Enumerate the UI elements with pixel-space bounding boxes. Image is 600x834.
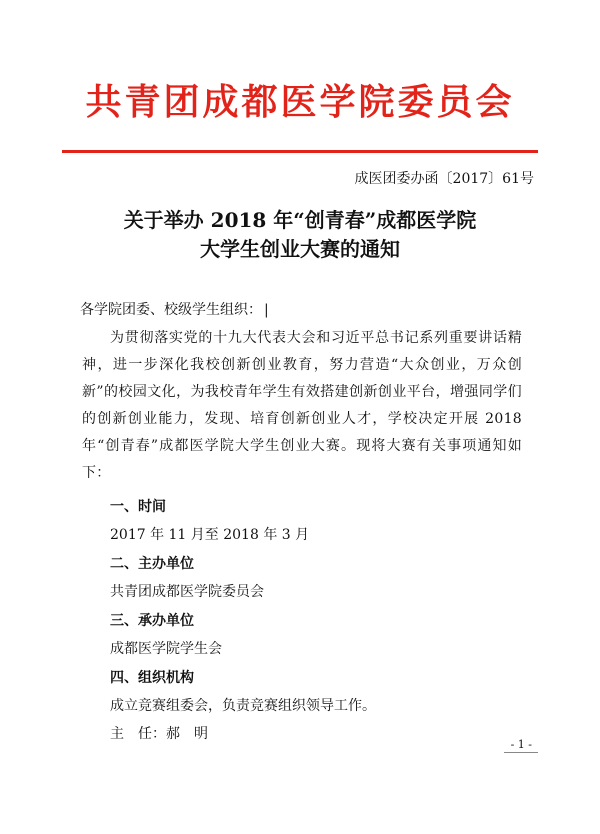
section-heading: 二、主办单位 (110, 556, 194, 572)
section-host (82, 610, 522, 660)
section-content: 成立竞赛组委会，负责竞赛组织领导工作。 (110, 698, 376, 714)
body-paragraph: 为贯彻落实党的十九大代表大会和习近平总书记系列重要讲话精神，进一步深化我校创新创业教育，努力营造“大众创业，万众创新”的校园文化，为我校青年学生有效搭建创新创业平台，增强同学们的创新创业能力，发现、培育创新创业人才，学校决定开展 2018 年“创青春”成都医学院大学生创业大赛。现将大赛有关事项通知如下： (82, 330, 522, 481)
section-content: 共青团成都医学院委员会 (110, 584, 264, 600)
text-cursor-glyph: | (264, 302, 269, 318)
section-content: 2017 年 11 月至 2018 年 3 月 (110, 527, 310, 543)
notice-title-line-1: 关于举办 2018 年“创青春”成都医学院 (123, 208, 477, 232)
letterhead-red-rule (62, 150, 538, 153)
director-line: 主 任：郝 明 (110, 726, 208, 742)
addressee-text: 各学院团委、校级学生组织： (80, 302, 262, 318)
section-time (82, 496, 522, 546)
addressee-line (80, 300, 269, 320)
page-number: - 1 - (510, 738, 532, 751)
section-heading: 三、承办单位 (110, 613, 194, 629)
page-number-rule (504, 752, 538, 753)
section-heading: 四、组织机构 (110, 670, 194, 686)
org-letterhead-title: 共青团成都医学院委员会 (85, 82, 515, 123)
notice-title (0, 206, 600, 264)
section-organizer (82, 553, 522, 603)
section-content: 成都医学院学生会 (110, 641, 222, 657)
section-structure (82, 667, 522, 745)
notice-title-line-2: 大学生创业大赛的通知 (200, 237, 400, 261)
document-number: 成医团委办函〔2017〕61号 (354, 171, 534, 187)
section-heading: 一、时间 (110, 499, 166, 515)
